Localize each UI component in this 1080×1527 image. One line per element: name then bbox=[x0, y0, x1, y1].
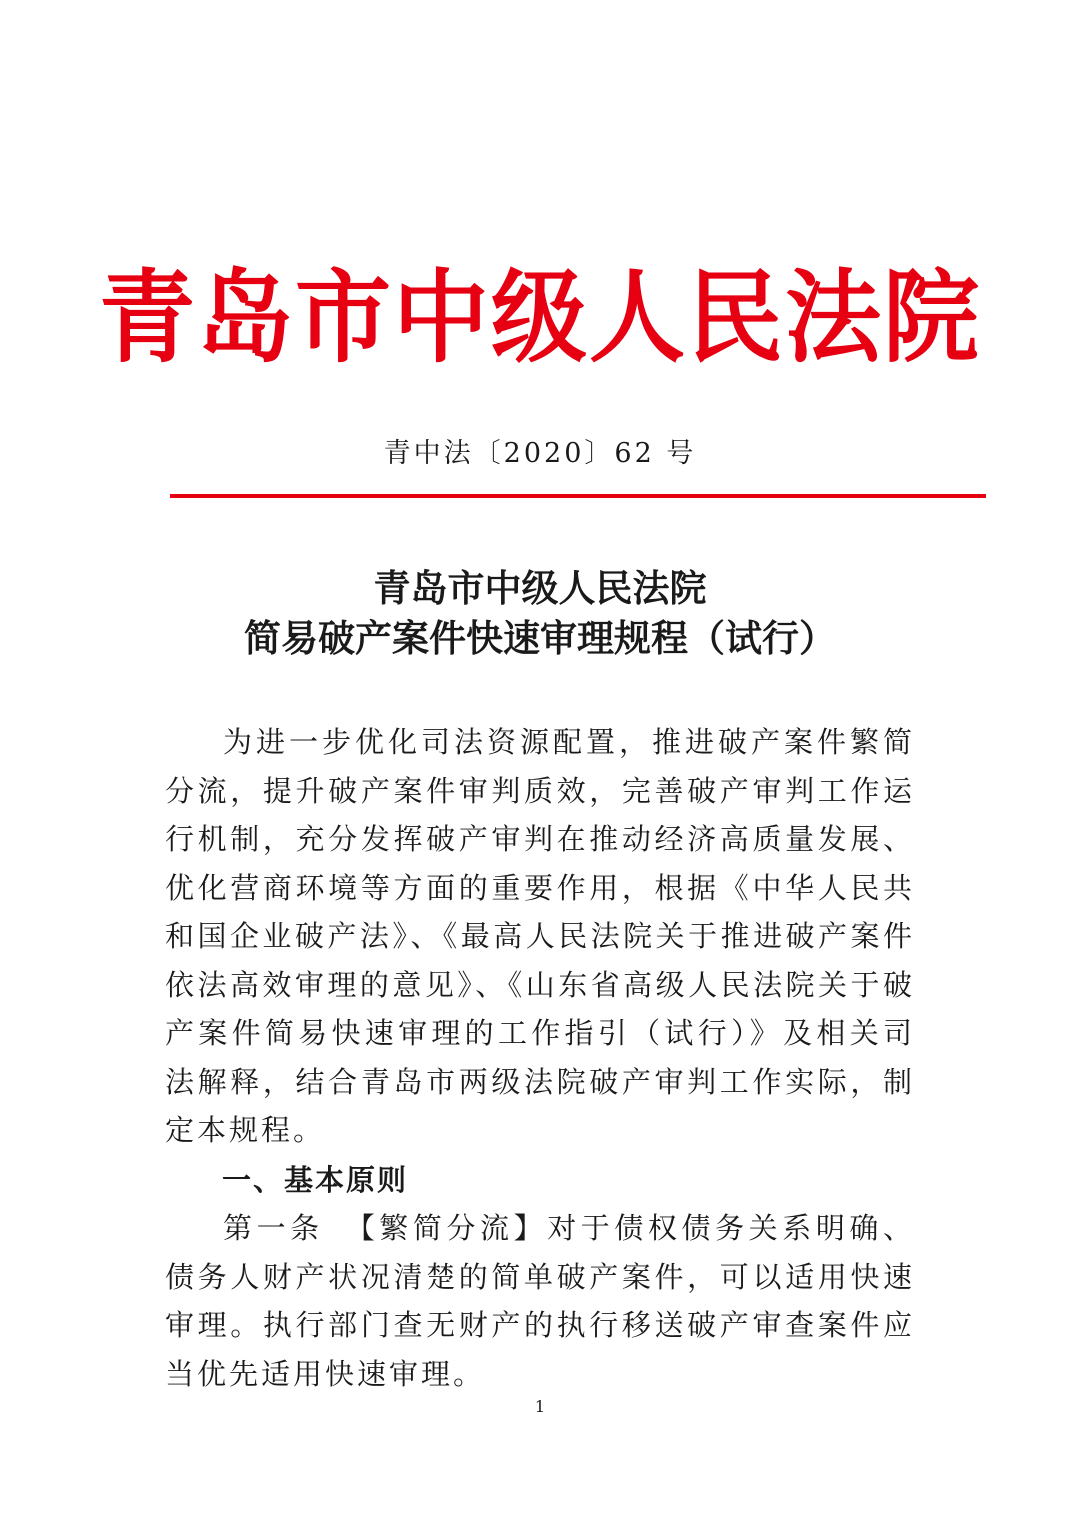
article-1-label: 第一条 bbox=[223, 1211, 324, 1245]
preamble-paragraph: 为进一步优化司法资源配置，推进破产案件繁简分流，提升破产案件审判质效，完善破产审判工作运行机制，充分发挥破产审判在推动经济高质量发展、优化营商环境等方面的重要作用，根据《中华人民共和国企业破产法》、《最高人民法院关于推进破产案件依法高效审理的意见》、《山东省高级人民法院关于破产案件简易快速审理的工作指引（试行）》及相关司法解释，结合青岛市两级法院破产审判工作实际，制定本规程。 bbox=[165, 725, 915, 1147]
red-divider-line bbox=[170, 494, 986, 498]
document-title-line-1: 青岛市中级人民法院 bbox=[373, 567, 707, 610]
article-1-paragraph bbox=[165, 1204, 915, 1398]
document-number: 青中法〔2020〕62 号 bbox=[383, 438, 697, 469]
section-heading-basic-principles: 一、基本原则 bbox=[222, 1163, 409, 1197]
document-title-line-2: 简易破产案件快速审理规程（试行） bbox=[244, 617, 836, 660]
article-1-text: 【繁简分流】对于债权债务关系明确、债务人财产状况清楚的简单破产案件，可以适用快速审理。执行部门查无财产的执行移送破产审查案件应当优先适用快速审理。 bbox=[165, 1211, 915, 1391]
page-number: 1 bbox=[534, 1397, 546, 1416]
court-masthead: 青岛市中级人民法院 bbox=[99, 259, 981, 377]
